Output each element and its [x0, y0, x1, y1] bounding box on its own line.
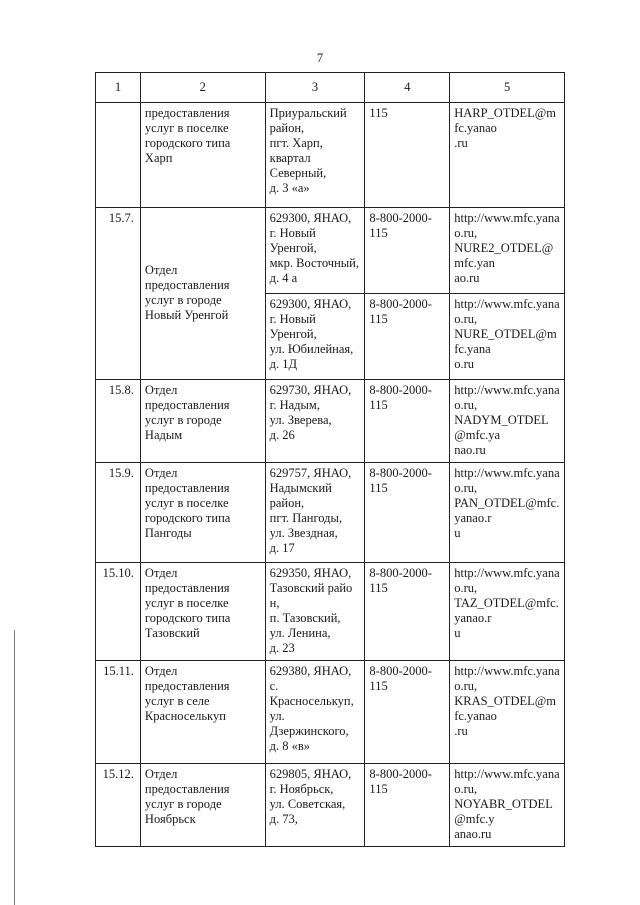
row-number: 15.7.: [96, 208, 141, 380]
table-row: [96, 661, 565, 764]
row-number: 15.8.: [96, 380, 141, 463]
office-address: 629380, ЯНАО, с. Красноселькуп, ул. Дзержинского, д. 8 «в»: [265, 661, 365, 764]
table-row: [96, 103, 565, 208]
office-name: предоставления услуг в поселке городского типа Харп: [140, 103, 265, 208]
office-phone: 8-800-2000- 115: [365, 463, 450, 563]
scan-margin-line: [14, 630, 15, 905]
office-address: 629300, ЯНАО, г. Новый Уренгой, ул. Юбилейная, д. 1Д: [265, 294, 365, 380]
office-name: Отдел предоставления услуг в городе Ноябрьск: [140, 764, 265, 847]
offices-table: [95, 72, 565, 847]
office-address: 629730, ЯНАО, г. Надым, ул. Зверева, д. 26: [265, 380, 365, 463]
office-name: Отдел предоставления услуг в поселке городского типа Тазовский: [140, 563, 265, 661]
office-address: 629757, ЯНАО, Надымский район, пгт. Пангоды, ул. Звездная, д. 17: [265, 463, 365, 563]
row-number: [96, 103, 141, 208]
table-row: [96, 208, 565, 294]
office-phone: 8-800-2000- 115: [365, 563, 450, 661]
row-number: 15.11.: [96, 661, 141, 764]
office-phone: 8-800-2000- 115: [365, 380, 450, 463]
table-row: [96, 380, 565, 463]
office-contact: http://www.mfc.yanao.ru, PAN_OTDEL@mfc.yanao.r u: [450, 463, 565, 563]
office-contact: http://www.mfc.yanao.ru, NADYM_OTDEL@mfc.ya nao.ru: [450, 380, 565, 463]
office-phone: 8-800-2000- 115: [365, 208, 450, 294]
office-name: Отдел предоставления услуг в селе Красноселькуп: [140, 661, 265, 764]
office-name: Отдел предоставления услуг в городе Надым: [140, 380, 265, 463]
table-row: [96, 463, 565, 563]
office-phone: 8-800-2000- 115: [365, 294, 450, 380]
office-address: 629805, ЯНАО, г. Ноябрьск, ул. Советская, д. 73,: [265, 764, 365, 847]
header-cell: 1: [96, 73, 141, 103]
header-cell: 5: [450, 73, 565, 103]
office-phone: 8-800-2000- 115: [365, 764, 450, 847]
office-contact: http://www.mfc.yanao.ru, NURE_OTDEL@mfc.yana o.ru: [450, 294, 565, 380]
office-name: Отдел предоставления услуг в поселке городского типа Пангоды: [140, 463, 265, 563]
row-number: 15.12.: [96, 764, 141, 847]
header-cell: 2: [140, 73, 265, 103]
row-number: 15.9.: [96, 463, 141, 563]
row-number: 15.10.: [96, 563, 141, 661]
office-phone: 8-800-2000- 115: [365, 661, 450, 764]
office-contact: http://www.mfc.yanao.ru, NURE2_OTDEL@mfc.yan ao.ru: [450, 208, 565, 294]
office-address: 629350, ЯНАО, Тазовский район, п. Тазовский, ул. Ленина, д. 23: [265, 563, 365, 661]
office-phone: 115: [365, 103, 450, 208]
office-address: Приуральский район, пгт. Харп, квартал Северный, д. 3 «а»: [265, 103, 365, 208]
table-row: [96, 563, 565, 661]
office-contact: http://www.mfc.yanao.ru, TAZ_OTDEL@mfc.yanao.r u: [450, 563, 565, 661]
office-name: Отдел предоставления услуг в городе Новый Уренгой: [140, 208, 265, 380]
office-address: 629300, ЯНАО, г. Новый Уренгой, мкр. Восточный, д. 4 а: [265, 208, 365, 294]
office-contact: http://www.mfc.yanao.ru, KRAS_OTDEL@mfc.yanao .ru: [450, 661, 565, 764]
header-cell: 4: [365, 73, 450, 103]
header-cell: 3: [265, 73, 365, 103]
office-contact: http://www.mfc.yanao.ru, NOYABR_OTDEL@mfc.y anao.ru: [450, 764, 565, 847]
page-number: 7: [316, 50, 324, 65]
office-contact: HARP_OTDEL@mfc.yanao .ru: [450, 103, 565, 208]
table-row: [96, 764, 565, 847]
table-header-row: [96, 73, 565, 103]
